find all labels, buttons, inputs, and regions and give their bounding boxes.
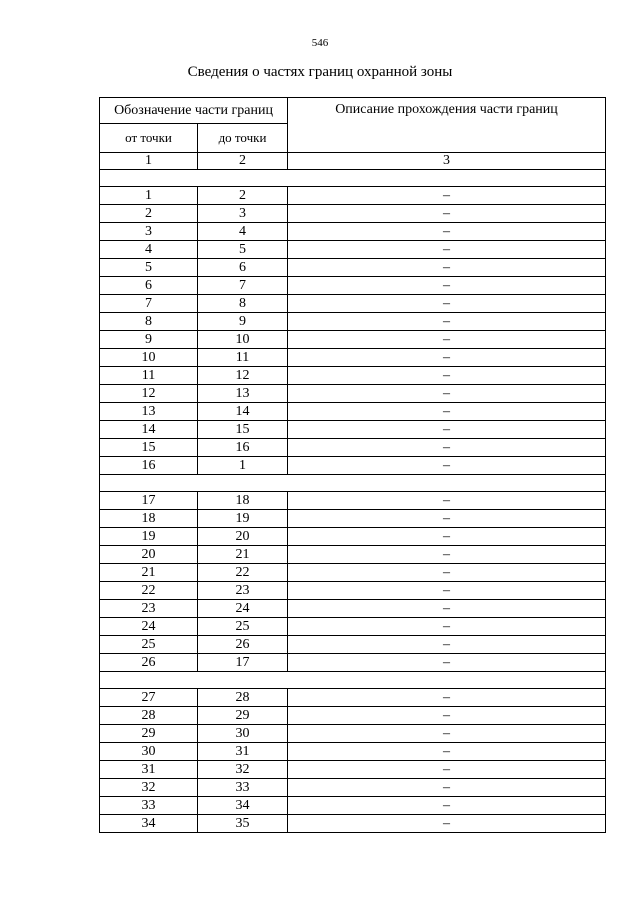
cell-description: – xyxy=(288,546,606,564)
page-number: 546 xyxy=(311,37,329,49)
table-row xyxy=(100,618,606,636)
cell-from-point: 9 xyxy=(100,331,198,349)
table-row xyxy=(100,259,606,277)
cell-from-point: 8 xyxy=(100,313,198,331)
cell-to-point: 15 xyxy=(198,421,288,439)
cell-to-point: 26 xyxy=(198,636,288,654)
cell-from-point: 13 xyxy=(100,403,198,421)
cell-to-point: 4 xyxy=(198,223,288,241)
cell-to-point: 9 xyxy=(198,313,288,331)
cell-description: – xyxy=(288,331,606,349)
cell-description: – xyxy=(288,492,606,510)
table-row xyxy=(100,689,606,707)
table-row xyxy=(100,349,606,367)
table-row xyxy=(100,403,606,421)
header-to-point: до точки xyxy=(198,124,288,153)
cell-to-point: 28 xyxy=(198,689,288,707)
cell-to-point: 18 xyxy=(198,492,288,510)
section-separator-cell xyxy=(100,672,606,689)
cell-from-point: 31 xyxy=(100,761,198,779)
cell-from-point: 34 xyxy=(100,815,198,833)
table-row xyxy=(100,815,606,833)
cell-from-point: 29 xyxy=(100,725,198,743)
cell-from-point: 23 xyxy=(100,600,198,618)
cell-description: – xyxy=(288,797,606,815)
cell-from-point: 15 xyxy=(100,439,198,457)
cell-description: – xyxy=(288,707,606,725)
cell-to-point: 16 xyxy=(198,439,288,457)
boundary-parts-table xyxy=(99,97,606,833)
table-row xyxy=(100,528,606,546)
header-from-point: от точки xyxy=(100,124,198,153)
table-row xyxy=(100,743,606,761)
cell-description: – xyxy=(288,259,606,277)
cell-from-point: 6 xyxy=(100,277,198,295)
table-row xyxy=(100,492,606,510)
table-row xyxy=(100,761,606,779)
cell-description: – xyxy=(288,618,606,636)
cell-from-point: 24 xyxy=(100,618,198,636)
table-body xyxy=(100,170,606,833)
table-row xyxy=(100,331,606,349)
cell-to-point: 34 xyxy=(198,797,288,815)
table-row xyxy=(100,313,606,331)
cell-to-point: 12 xyxy=(198,367,288,385)
cell-description: – xyxy=(288,725,606,743)
cell-from-point: 28 xyxy=(100,707,198,725)
cell-from-point: 4 xyxy=(100,241,198,259)
cell-description: – xyxy=(288,636,606,654)
cell-from-point: 1 xyxy=(100,187,198,205)
cell-description: – xyxy=(288,241,606,259)
cell-from-point: 17 xyxy=(100,492,198,510)
cell-description: – xyxy=(288,457,606,475)
cell-from-point: 5 xyxy=(100,259,198,277)
table-row xyxy=(100,600,606,618)
cell-description: – xyxy=(288,367,606,385)
cell-from-point: 11 xyxy=(100,367,198,385)
cell-description: – xyxy=(288,223,606,241)
cell-to-point: 29 xyxy=(198,707,288,725)
cell-description: – xyxy=(288,295,606,313)
cell-description: – xyxy=(288,779,606,797)
cell-description: – xyxy=(288,421,606,439)
document-title: Сведения о частях границ охранной зоны xyxy=(187,64,453,80)
cell-to-point: 7 xyxy=(198,277,288,295)
cell-from-point: 2 xyxy=(100,205,198,223)
cell-to-point: 6 xyxy=(198,259,288,277)
section-separator-cell xyxy=(100,170,606,187)
cell-from-point: 27 xyxy=(100,689,198,707)
cell-to-point: 17 xyxy=(198,654,288,672)
table-row xyxy=(100,797,606,815)
cell-to-point: 10 xyxy=(198,331,288,349)
cell-to-point: 2 xyxy=(198,187,288,205)
section-separator-row xyxy=(100,475,606,492)
cell-to-point: 21 xyxy=(198,546,288,564)
cell-to-point: 22 xyxy=(198,564,288,582)
cell-description: – xyxy=(288,654,606,672)
cell-description: – xyxy=(288,815,606,833)
cell-from-point: 12 xyxy=(100,385,198,403)
cell-description: – xyxy=(288,403,606,421)
cell-from-point: 22 xyxy=(100,582,198,600)
table-row xyxy=(100,385,606,403)
table-row xyxy=(100,277,606,295)
cell-to-point: 19 xyxy=(198,510,288,528)
header-boundary-description: Описание прохождения части границ xyxy=(288,98,606,153)
table-row xyxy=(100,546,606,564)
cell-to-point: 13 xyxy=(198,385,288,403)
cell-description: – xyxy=(288,528,606,546)
cell-to-point: 8 xyxy=(198,295,288,313)
cell-from-point: 26 xyxy=(100,654,198,672)
cell-description: – xyxy=(288,761,606,779)
cell-description: – xyxy=(288,313,606,331)
cell-from-point: 33 xyxy=(100,797,198,815)
cell-description: – xyxy=(288,743,606,761)
table-row xyxy=(100,457,606,475)
table-row xyxy=(100,295,606,313)
section-separator-row xyxy=(100,672,606,689)
cell-description: – xyxy=(288,205,606,223)
cell-to-point: 1 xyxy=(198,457,288,475)
section-separator-cell xyxy=(100,475,606,492)
cell-from-point: 18 xyxy=(100,510,198,528)
cell-description: – xyxy=(288,187,606,205)
cell-description: – xyxy=(288,510,606,528)
column-number-2: 2 xyxy=(198,153,288,170)
cell-to-point: 3 xyxy=(198,205,288,223)
cell-to-point: 14 xyxy=(198,403,288,421)
header-boundary-part-designation: Обозначение части границ xyxy=(100,98,288,124)
table-row xyxy=(100,636,606,654)
table-row xyxy=(100,439,606,457)
column-number-1: 1 xyxy=(100,153,198,170)
cell-from-point: 16 xyxy=(100,457,198,475)
table-row xyxy=(100,582,606,600)
cell-to-point: 25 xyxy=(198,618,288,636)
table-row xyxy=(100,564,606,582)
cell-to-point: 20 xyxy=(198,528,288,546)
cell-to-point: 11 xyxy=(198,349,288,367)
cell-from-point: 14 xyxy=(100,421,198,439)
cell-from-point: 20 xyxy=(100,546,198,564)
cell-from-point: 19 xyxy=(100,528,198,546)
cell-from-point: 25 xyxy=(100,636,198,654)
cell-description: – xyxy=(288,277,606,295)
cell-description: – xyxy=(288,582,606,600)
cell-from-point: 10 xyxy=(100,349,198,367)
table-row xyxy=(100,725,606,743)
table-row xyxy=(100,241,606,259)
cell-from-point: 7 xyxy=(100,295,198,313)
cell-to-point: 31 xyxy=(198,743,288,761)
cell-to-point: 30 xyxy=(198,725,288,743)
table-row xyxy=(100,654,606,672)
cell-description: – xyxy=(288,439,606,457)
cell-description: – xyxy=(288,564,606,582)
table-row xyxy=(100,707,606,725)
cell-description: – xyxy=(288,349,606,367)
table-row xyxy=(100,421,606,439)
cell-from-point: 32 xyxy=(100,779,198,797)
column-number-3: 3 xyxy=(288,153,606,170)
table-row xyxy=(100,205,606,223)
cell-to-point: 5 xyxy=(198,241,288,259)
cell-from-point: 3 xyxy=(100,223,198,241)
table-row xyxy=(100,223,606,241)
table-row xyxy=(100,367,606,385)
cell-description: – xyxy=(288,600,606,618)
cell-to-point: 24 xyxy=(198,600,288,618)
cell-description: – xyxy=(288,689,606,707)
table-row xyxy=(100,187,606,205)
table-row xyxy=(100,779,606,797)
table-row xyxy=(100,510,606,528)
cell-from-point: 30 xyxy=(100,743,198,761)
cell-from-point: 21 xyxy=(100,564,198,582)
cell-to-point: 33 xyxy=(198,779,288,797)
section-separator-row xyxy=(100,170,606,187)
cell-to-point: 23 xyxy=(198,582,288,600)
cell-to-point: 35 xyxy=(198,815,288,833)
cell-to-point: 32 xyxy=(198,761,288,779)
cell-description: – xyxy=(288,385,606,403)
